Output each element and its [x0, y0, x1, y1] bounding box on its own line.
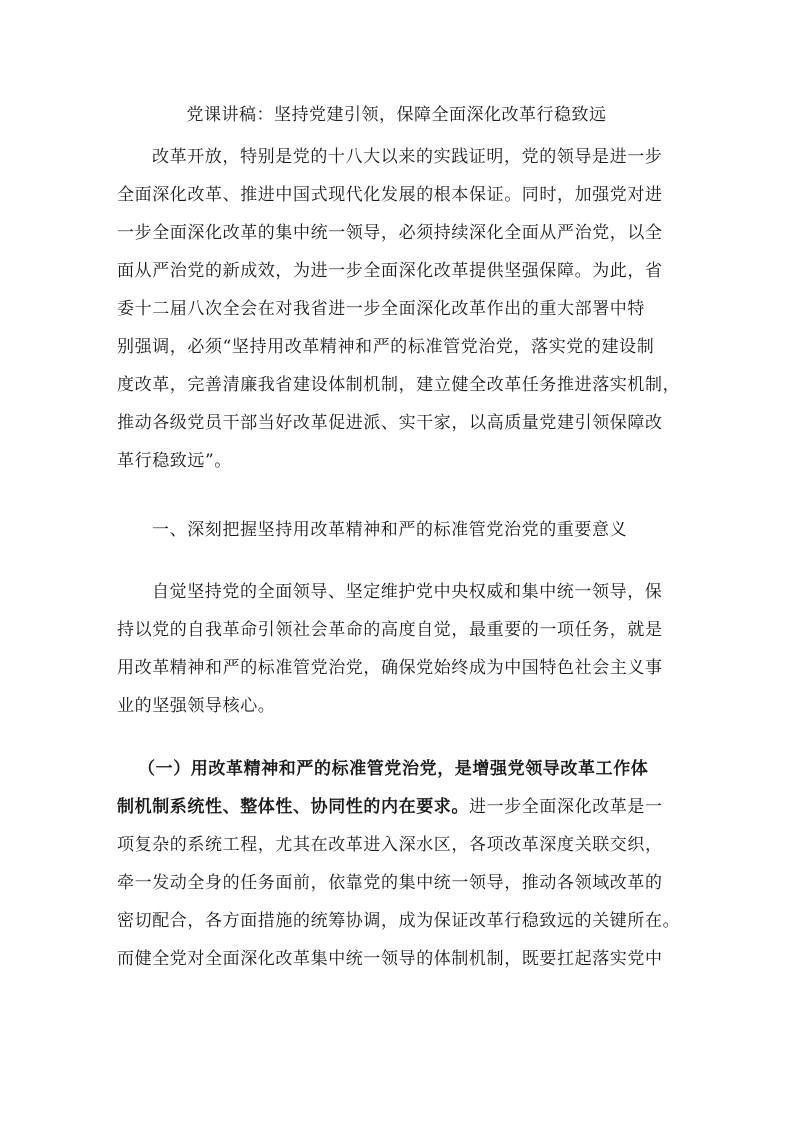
intro-line: 革行稳致远”。: [117, 451, 232, 471]
section-line: 自觉坚持党的全面领导、坚定维护党中央权威和集中统一领导，保: [152, 582, 663, 602]
subsection-heading: （一）用改革精神和严的标准管党治党，是增强党领导改革工作体: [138, 759, 649, 779]
subsection-line: 牵一发动全身的任务面前，依靠党的集中统一领导，推动各领域改革的: [117, 873, 663, 893]
intro-line: 面从严治党的新成效，为进一步全面深化改革提供坚强保障。为此，省: [117, 261, 663, 281]
section-line: 业的坚强领导核心。: [117, 696, 276, 716]
intro-line: 别强调，必须“坚持用改革精神和严的标准管党治党，落实党的建设制: [117, 337, 655, 357]
section-line: 持以党的自我革命引领社会革命的高度自觉，最重要的一项任务，就是: [117, 620, 663, 640]
intro-line: 度改革，完善清廉我省建设体制机制，建立健全改革任务推进落实机制，: [117, 375, 681, 395]
subsection-line: 而健全党对全面深化改革集中统一领导的体制机制，既要扛起落实党中: [117, 949, 663, 969]
subsection-line: [117, 795, 677, 819]
subsection-line: 项复杂的系统工程，尤其在改革进入深水区，各项改革深度关联交织，: [117, 835, 663, 855]
intro-line: 一步全面深化改革的集中统一领导，必须持续深化全面从严治党，以全: [117, 223, 663, 243]
section-heading: 一、深刻把握坚持用改革精神和严的标准管党治党的重要意义: [152, 520, 628, 540]
intro-line: 改革开放，特别是党的十八大以来的实践证明，党的领导是进一步: [152, 147, 663, 167]
intro-line: 委十二届八次全会在对我省进一步全面深化改革作出的重大部署中特: [117, 299, 645, 319]
section-line: 用改革精神和严的标准管党治党，确保党始终成为中国特色社会主义事: [117, 658, 663, 678]
intro-line: 推动各级党员干部当好改革促进派、实干家，以高质量党建引领保障改: [117, 413, 663, 433]
intro-line: 全面深化改革、推进中国式现代化发展的根本保证。同时，加强党对进: [117, 185, 663, 205]
subsection-text: 进一步全面深化改革是一: [469, 797, 663, 817]
subsection-heading-continued: 制机制系统性、整体性、协同性的内在要求。: [117, 797, 469, 817]
subsection-line: 密切配合，各方面措施的统筹协调，成为保证改革行稳致远的关键所在。: [117, 911, 681, 931]
document-title: 党课讲稿：坚持党建引领，保障全面深化改革行稳致远: [186, 105, 607, 125]
